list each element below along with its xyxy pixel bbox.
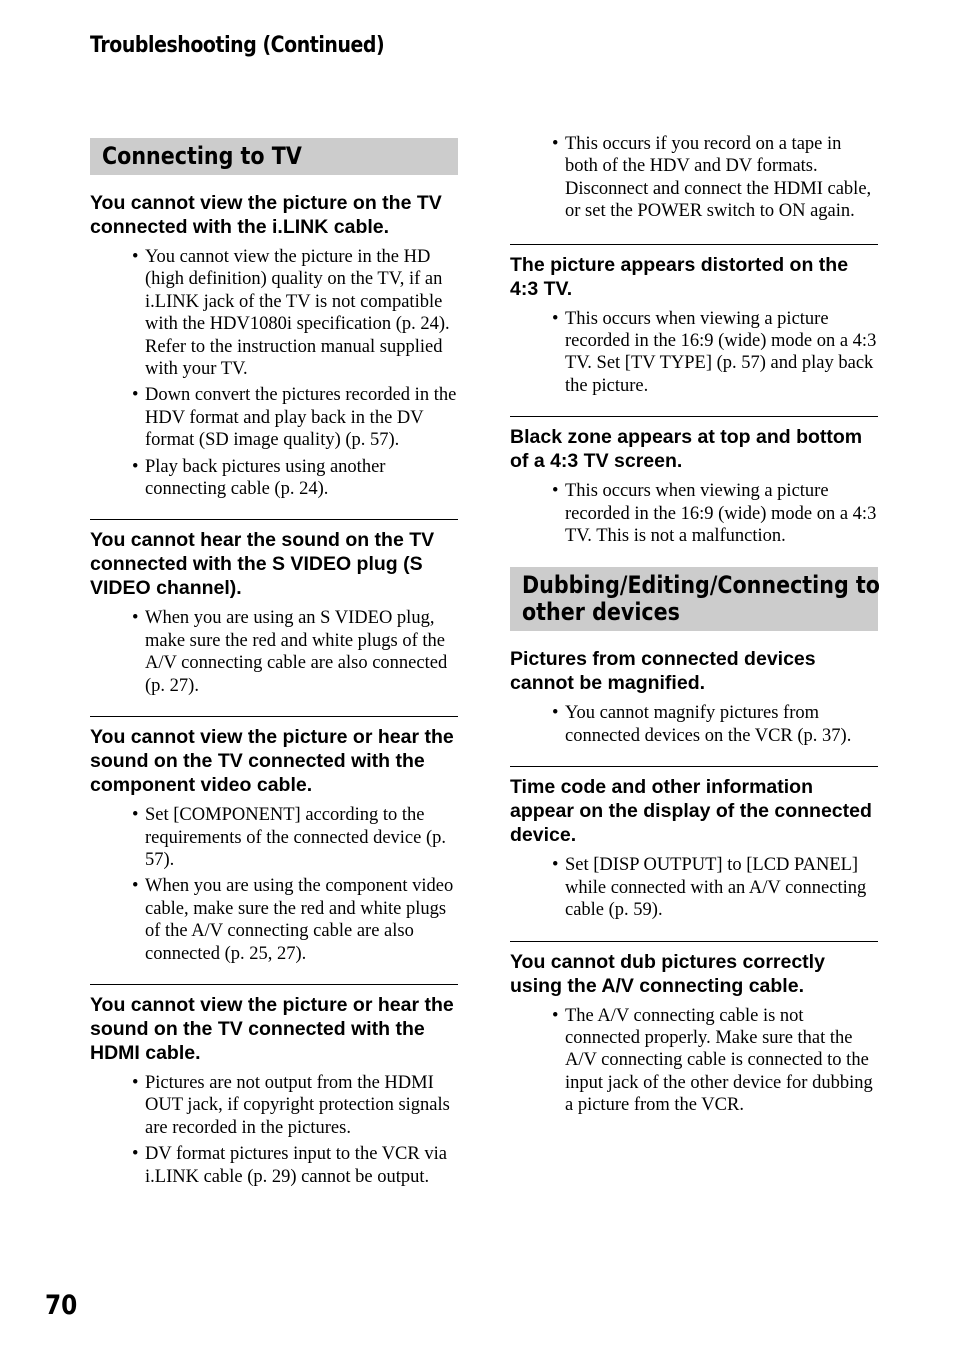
topic-black-zone bbox=[510, 416, 878, 547]
topic-component bbox=[90, 716, 458, 965]
bullet-item: • Set [COMPONENT] according to the requirements of the connected device (p. 57). bbox=[132, 804, 458, 871]
topic-time-code bbox=[510, 766, 878, 921]
bullet-item: • You cannot view the picture in the HD (high definition) quality on the TV, if an i.LINK jack of the TV is not compatible with the HDV1080i specification (p. 24). Refer to the instruction manual supplied with your TV. bbox=[132, 246, 458, 380]
bullet-list bbox=[90, 607, 458, 697]
section-title-line-1: Dubbing/Editing/Connecting to bbox=[522, 571, 880, 600]
section-title-line-2: other devices bbox=[522, 598, 680, 627]
topic-distorted bbox=[510, 244, 878, 398]
topic-s-video bbox=[90, 519, 458, 697]
section-header-connecting-to-tv bbox=[90, 138, 458, 175]
bullet-list bbox=[510, 480, 878, 547]
topic-magnified bbox=[510, 631, 878, 747]
bullet-item: • The A/V connecting cable is not connected properly. Make sure that the A/V connecting cable is connected to the input jack of the other device for dubbing a picture from the VCR. bbox=[552, 1005, 878, 1117]
running-head: Troubleshooting (Continued) bbox=[90, 33, 385, 58]
bullet-list bbox=[90, 246, 458, 500]
topic-title: The picture appears distorted on the 4:3 TV. bbox=[510, 253, 849, 300]
page-number: 70 bbox=[45, 1290, 78, 1321]
bullet-item: • This occurs if you record on a tape in both of the HDV and DV formats. Disconnect and connect the HDMI cable, or set the POWER switch to ON again. bbox=[552, 133, 878, 223]
left-column bbox=[90, 138, 458, 1192]
topic-ilink bbox=[90, 175, 458, 500]
bullet-item: • When you are using an S VIDEO plug, make sure the red and white plugs of the A/V connecting cable are also connected (p. 27). bbox=[132, 607, 458, 697]
topic-title: You cannot hear the sound on the TV connected with the S VIDEO plug (S VIDEO channel). bbox=[90, 529, 435, 600]
bullet-list bbox=[510, 854, 878, 921]
bullet-item: • Set [DISP OUTPUT] to [LCD PANEL] while connected with an A/V connecting cable (p. 59). bbox=[552, 854, 878, 921]
right-column bbox=[510, 133, 878, 1121]
bullet-item: • This occurs when viewing a picture recorded in the 16:9 (wide) mode on a 4:3 TV. This is not a malfunction. bbox=[552, 480, 878, 547]
bullet-item: • Play back pictures using another connecting cable (p. 24). bbox=[132, 456, 458, 501]
bullet-item: • Pictures are not output from the HDMI OUT jack, if copyright protection signals are recorded in the pictures. bbox=[132, 1072, 458, 1139]
topic-title: Black zone appears at top and bottom of a 4:3 TV screen. bbox=[510, 426, 863, 473]
bullet-list bbox=[90, 804, 458, 965]
bullet-item: • This occurs when viewing a picture recorded in the 16:9 (wide) mode on a 4:3 TV. Set [TV TYPE] (p. 57) and play back the picture. bbox=[552, 308, 878, 398]
topic-dub bbox=[510, 941, 878, 1117]
bullet-list bbox=[510, 702, 878, 747]
topic-title: You cannot dub pictures correctly using the A/V connecting cable. bbox=[510, 950, 825, 997]
bullet-list bbox=[510, 1005, 878, 1117]
bullet-item: • You cannot magnify pictures from connected devices on the VCR (p. 37). bbox=[552, 702, 878, 747]
bullet-item: • DV format pictures input to the VCR via i.LINK cable (p. 29) cannot be output. bbox=[132, 1143, 458, 1188]
section-title: Connecting to TV bbox=[102, 142, 302, 170]
section-header-dubbing bbox=[510, 567, 878, 631]
topic-title: Pictures from connected devices cannot be magnified. bbox=[510, 648, 816, 695]
topic-hdmi bbox=[90, 984, 458, 1188]
topic-title: You cannot view the picture or hear the sound on the TV connected with the HDMI cable. bbox=[90, 993, 454, 1064]
bullet-item: • Down convert the pictures recorded in the HDV format and play back in the DV format (SD image quality) (p. 57). bbox=[132, 384, 458, 451]
topic-title: Time code and other information appear on the display of the connected device. bbox=[510, 776, 872, 847]
topic-title: You cannot view the picture on the TV connected with the i.LINK cable. bbox=[90, 192, 442, 238]
bullet-list bbox=[90, 1072, 458, 1188]
bullet-list bbox=[510, 308, 878, 398]
topic-title: You cannot view the picture or hear the sound on the TV connected with the component video cable. bbox=[90, 726, 454, 797]
bullet-item: • When you are using the component video cable, make sure the red and white plugs of the A/V connecting cable are also connected (p. 25, 27). bbox=[132, 875, 458, 965]
bullet-list-continued bbox=[510, 133, 878, 223]
